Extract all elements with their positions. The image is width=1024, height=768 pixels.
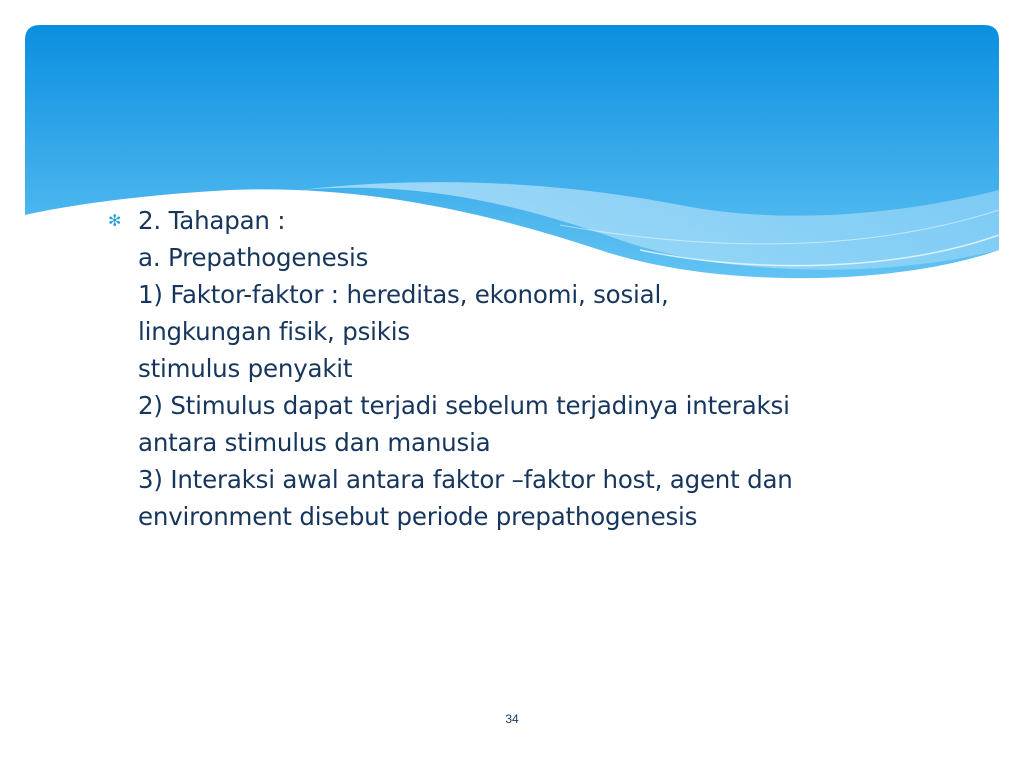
slide-body bbox=[108, 202, 928, 535]
text-line-5: stimulus penyakit bbox=[138, 354, 353, 383]
text-line-7: antara stimulus dan manusia bbox=[138, 428, 491, 457]
bullet-item bbox=[108, 202, 928, 535]
asterisk-bullet-icon: ✻ bbox=[108, 211, 122, 230]
text-line-3: 1) Faktor-faktor : hereditas, ekonomi, sosial, bbox=[138, 280, 669, 309]
text-line-6: 2) Stimulus dapat terjadi sebelum terjadinya interaksi bbox=[138, 391, 790, 420]
page-number: 34 bbox=[505, 712, 519, 726]
text-line-8: 3) Interaksi awal antara faktor –faktor host, agent dan bbox=[138, 465, 793, 494]
text-line-1: 2. Tahapan : bbox=[138, 206, 286, 235]
text-line-4: lingkungan fisik, psikis bbox=[138, 317, 410, 346]
text-line-2: a. Prepathogenesis bbox=[138, 243, 369, 272]
text-line-9: environment disebut periode prepathogenesis bbox=[138, 502, 698, 531]
bullet-text bbox=[138, 202, 928, 535]
